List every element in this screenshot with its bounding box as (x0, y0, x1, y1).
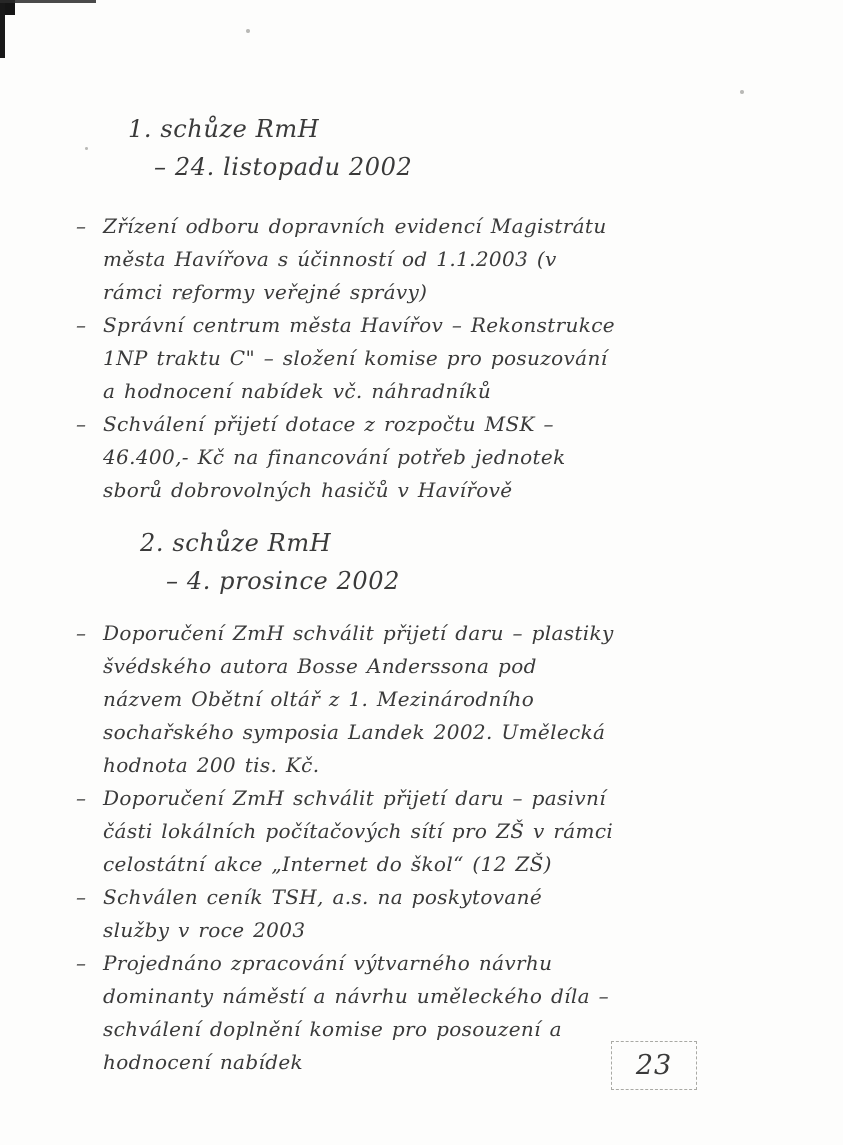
list-item-text: Schválen ceník TSH, a.s. na poskytované služby v roce 2003 (103, 885, 543, 942)
bullet-dash: – (76, 412, 87, 436)
bullet-dash: – (76, 313, 87, 337)
list-item-text: Schválení přijetí dotace z rozpočtu MSK – 46.400,- Kč na financování potřeb jednotek sborů dobrovolných hasičů v Havířově (103, 412, 566, 502)
list-item (76, 309, 636, 408)
bullet-dash: – (76, 621, 87, 645)
bullet-dash: – (76, 951, 87, 975)
list-item (76, 881, 636, 947)
list-item (76, 947, 636, 1079)
scan-speck (740, 90, 744, 94)
section-2-list (76, 617, 636, 1079)
section-2-header (140, 524, 400, 600)
list-item-text: Projednáno zpracování výtvarného návrhu dominanty náměstí a návrhu uměleckého díla – schválení doplnění komise pro posouzení a hodnocení nabídek (103, 951, 609, 1074)
list-item-text: Zřízení odboru dopravních evidencí Magistrátu města Havířova s účinností od 1.1.2003 (v rámci reformy veřejné správy) (103, 214, 607, 304)
list-item (76, 408, 636, 507)
section-2-date: – 4. prosince 2002 (166, 567, 401, 595)
bullet-dash: – (76, 214, 87, 238)
bullet-dash: – (76, 786, 87, 810)
section-1-title: 1. schůze RmH (128, 115, 320, 143)
list-item (76, 782, 636, 881)
page-number: 23 (635, 1050, 673, 1081)
list-item-text: Doporučení ZmH schválit přijetí daru – plastiky švédského autora Bosse Anderssona pod názvem Obětní oltář z 1. Mezinárodního sochařského symposia Landek 2002. Umělecká hodnota 200 tis. Kč. (103, 621, 614, 777)
list-item (76, 617, 636, 782)
bullet-dash: – (76, 885, 87, 909)
section-2-title: 2. schůze RmH (140, 529, 332, 557)
list-item-text: Doporučení ZmH schválit přijetí daru – pasivní části lokálních počítačových sítí pro ZŠ v rámci celostátní akce „Internet do škol“ (12 ZŠ) (103, 786, 614, 876)
scan-artifact-left-edge (0, 0, 5, 58)
scan-speck (246, 29, 250, 33)
scan-artifact-top-edge (0, 0, 96, 3)
scan-speck (85, 147, 88, 150)
section-1-date: – 24. listopadu 2002 (154, 153, 413, 181)
list-item-text: Správní centrum města Havířov – Rekonstrukce 1NP traktu C" – složení komise pro posuzování a hodnocení nabídek vč. náhradníků (103, 313, 615, 403)
list-item (76, 210, 636, 309)
section-1-list (76, 210, 636, 507)
page-number-box (611, 1041, 697, 1090)
section-1-header (128, 110, 412, 186)
